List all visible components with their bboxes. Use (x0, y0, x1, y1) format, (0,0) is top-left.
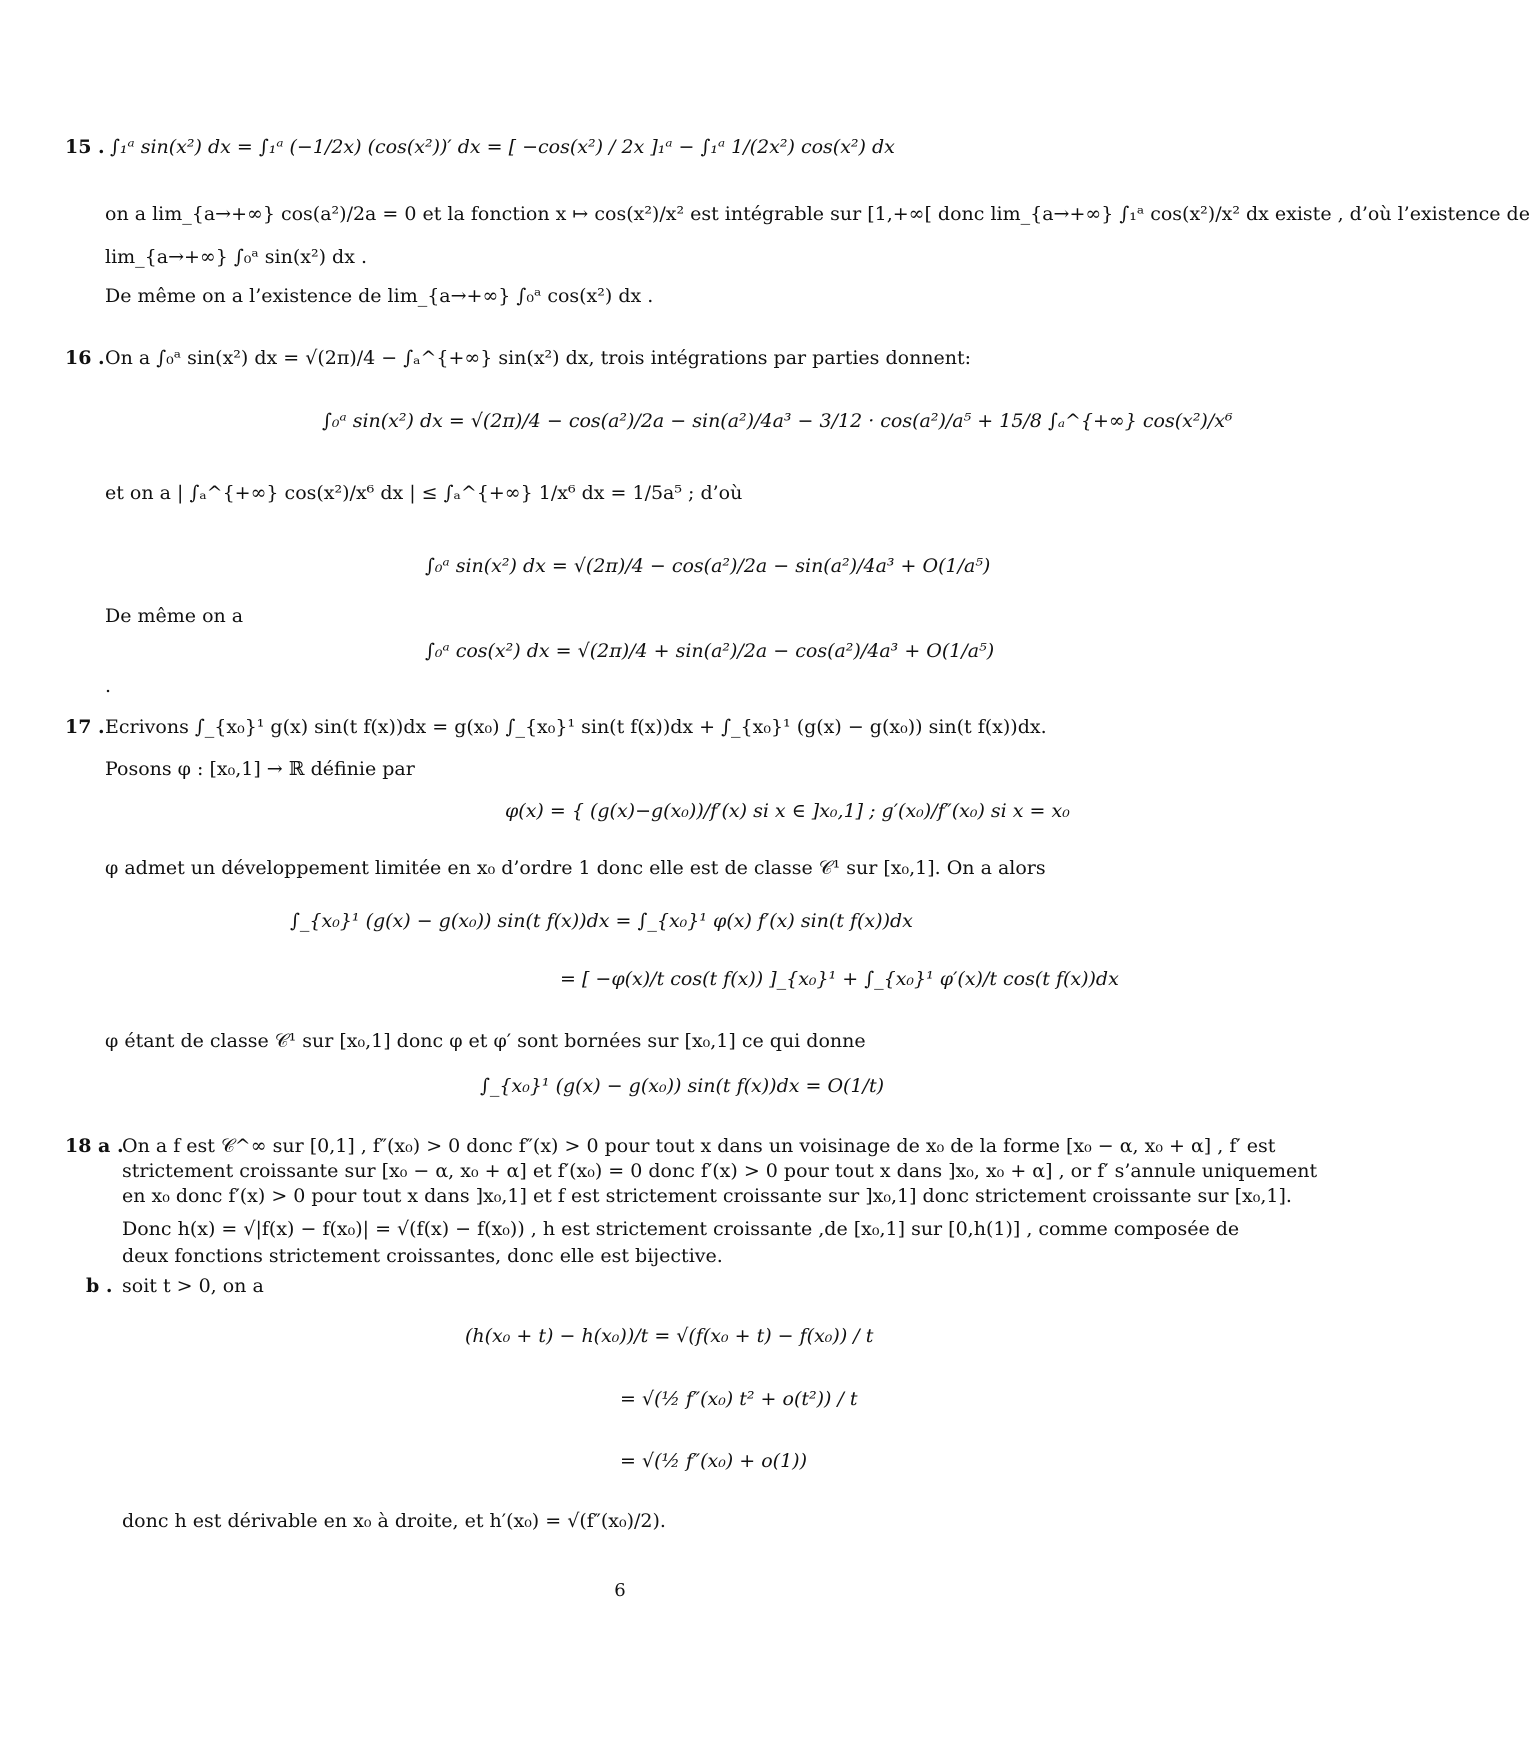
eq-17-6: = [ −φ(x)/t cos(t f(x)) ]_{x₀}¹ + ∫_{x₀}¹ φ′(x)/t cos(t f(x))dx (560, 968, 1119, 990)
eq-16-6: ∫₀ᵃ cos(x²) dx = √(2π)/4 + sin(a²)/2a − cos(a²)/4a³ + O(1/a⁵) (425, 640, 995, 662)
text-17-7: φ étant de classe 𝒞¹ sur [x₀,1] donc φ et φ′ sont bornées sur [x₀,1] ce qui donne (105, 1030, 866, 1052)
text-16-7: . (105, 675, 112, 697)
eq-17-3: φ(x) = { (g(x)−g(x₀))/f′(x) si x ∈ ]x₀,1] ; g′(x₀)/f″(x₀) si x = x₀ (505, 800, 1070, 822)
section-number-15: 15 . (65, 136, 105, 158)
text-17-4: φ admet un développement limitée en x₀ d’ordre 1 donc elle est de classe 𝒞¹ sur [x₀,1]. On a alors (105, 857, 1046, 879)
text-18b-1: soit t > 0, on a (122, 1275, 264, 1297)
text-18a-4: Donc h(x) = √|f(x) − f(x₀)| = √(f(x) − f(x₀)) , h est strictement croissante ,de [x₀,1] sur [0,h(1)] , comme composée de (122, 1218, 1240, 1240)
eq-15-1: ∫₁ᵃ sin(x²) dx = ∫₁ᵃ (−1/2x) (cos(x²))′ dx = [ −cos(x²) / 2x ]₁ᵃ − ∫₁ᵃ 1/(2x²) cos(x²) dx (110, 136, 895, 158)
eq-17-8: ∫_{x₀}¹ (g(x) − g(x₀)) sin(t f(x))dx = O(1/t) (480, 1075, 884, 1097)
eq-16-4: ∫₀ᵃ sin(x²) dx = √(2π)/4 − cos(a²)/2a − sin(a²)/4a³ + O(1/a⁵) (425, 555, 991, 577)
text-17-2: Posons φ : [x₀,1] → ℝ définie par (105, 758, 415, 780)
section-number-18a: 18 a . (65, 1135, 124, 1157)
text-18a-3: en x₀ donc f′(x) > 0 pour tout x dans ]x₀,1] et f est strictement croissante sur ]x₀,1] donc strictement croissante sur [x₀,1]. (122, 1185, 1292, 1207)
section-number-18b: b . (86, 1275, 113, 1297)
section-number-17: 17 . (65, 716, 105, 738)
eq-16-2: ∫₀ᵃ sin(x²) dx = √(2π)/4 − cos(a²)/2a − sin(a²)/4a³ − 3/12 · cos(a²)/a⁵ + 15/8 ∫ₐ^{+∞} cos(x²)/x⁶ (322, 410, 1233, 432)
text-15-3: lim_{a→+∞} ∫₀ᵃ sin(x²) dx . (105, 246, 367, 268)
text-17-1: Ecrivons ∫_{x₀}¹ g(x) sin(t f(x))dx = g(x₀) ∫_{x₀}¹ sin(t f(x))dx + ∫_{x₀}¹ (g(x) − g(x₀)) sin(t f(x))dx. (105, 716, 1047, 738)
text-16-5: De même on a (105, 605, 244, 627)
eq-17-5: ∫_{x₀}¹ (g(x) − g(x₀)) sin(t f(x))dx = ∫_{x₀}¹ φ(x) f′(x) sin(t f(x))dx (290, 910, 913, 932)
text-16-1: On a ∫₀ᵃ sin(x²) dx = √(2π)/4 − ∫ₐ^{+∞} sin(x²) dx, trois intégrations par parties donnent: (105, 347, 972, 369)
text-15-4: De même on a l’existence de lim_{a→+∞} ∫₀ᵃ cos(x²) dx . (105, 285, 654, 307)
eq-18b-2: (h(x₀ + t) − h(x₀))/t = √(f(x₀ + t) − f(x₀)) / t (465, 1325, 874, 1347)
text-16-3: et on a | ∫ₐ^{+∞} cos(x²)/x⁶ dx | ≤ ∫ₐ^{+∞} 1/x⁶ dx = 1/5a⁵ ; d’où (105, 482, 743, 504)
eq-18b-4: = √(½ f″(x₀) + o(1)) (620, 1450, 807, 1472)
text-18a-1: On a f est 𝒞^∞ sur [0,1] , f″(x₀) > 0 donc f″(x) > 0 pour tout x dans un voisinage de x₀ de la forme [x₀ − α, x₀ + α] , f′ est (122, 1135, 1276, 1157)
text-18a-2: strictement croissante sur [x₀ − α, x₀ + α] et f′(x₀) = 0 donc f′(x) > 0 pour tout x dans ]x₀, x₀ + α] , or f′ s’annule uniquement (122, 1160, 1318, 1182)
text-18a-5: deux fonctions strictement croissantes, donc elle est bijective. (122, 1245, 723, 1267)
text-15-2: on a lim_{a→+∞} cos(a²)/2a = 0 et la fonction x ↦ cos(x²)/x² est intégrable sur [1,+∞[ donc lim_{a→+∞} ∫₁ᵃ cos(x²)/x² dx existe , d’où l’existence de (105, 203, 1530, 225)
section-number-16: 16 . (65, 347, 105, 369)
eq-18b-3: = √(½ f″(x₀) t² + o(t²)) / t (620, 1388, 858, 1410)
text-18b-5: donc h est dérivable en x₀ à droite, et h′(x₀) = √(f″(x₀)/2). (122, 1510, 666, 1532)
page-number: 6 (614, 1580, 626, 1601)
